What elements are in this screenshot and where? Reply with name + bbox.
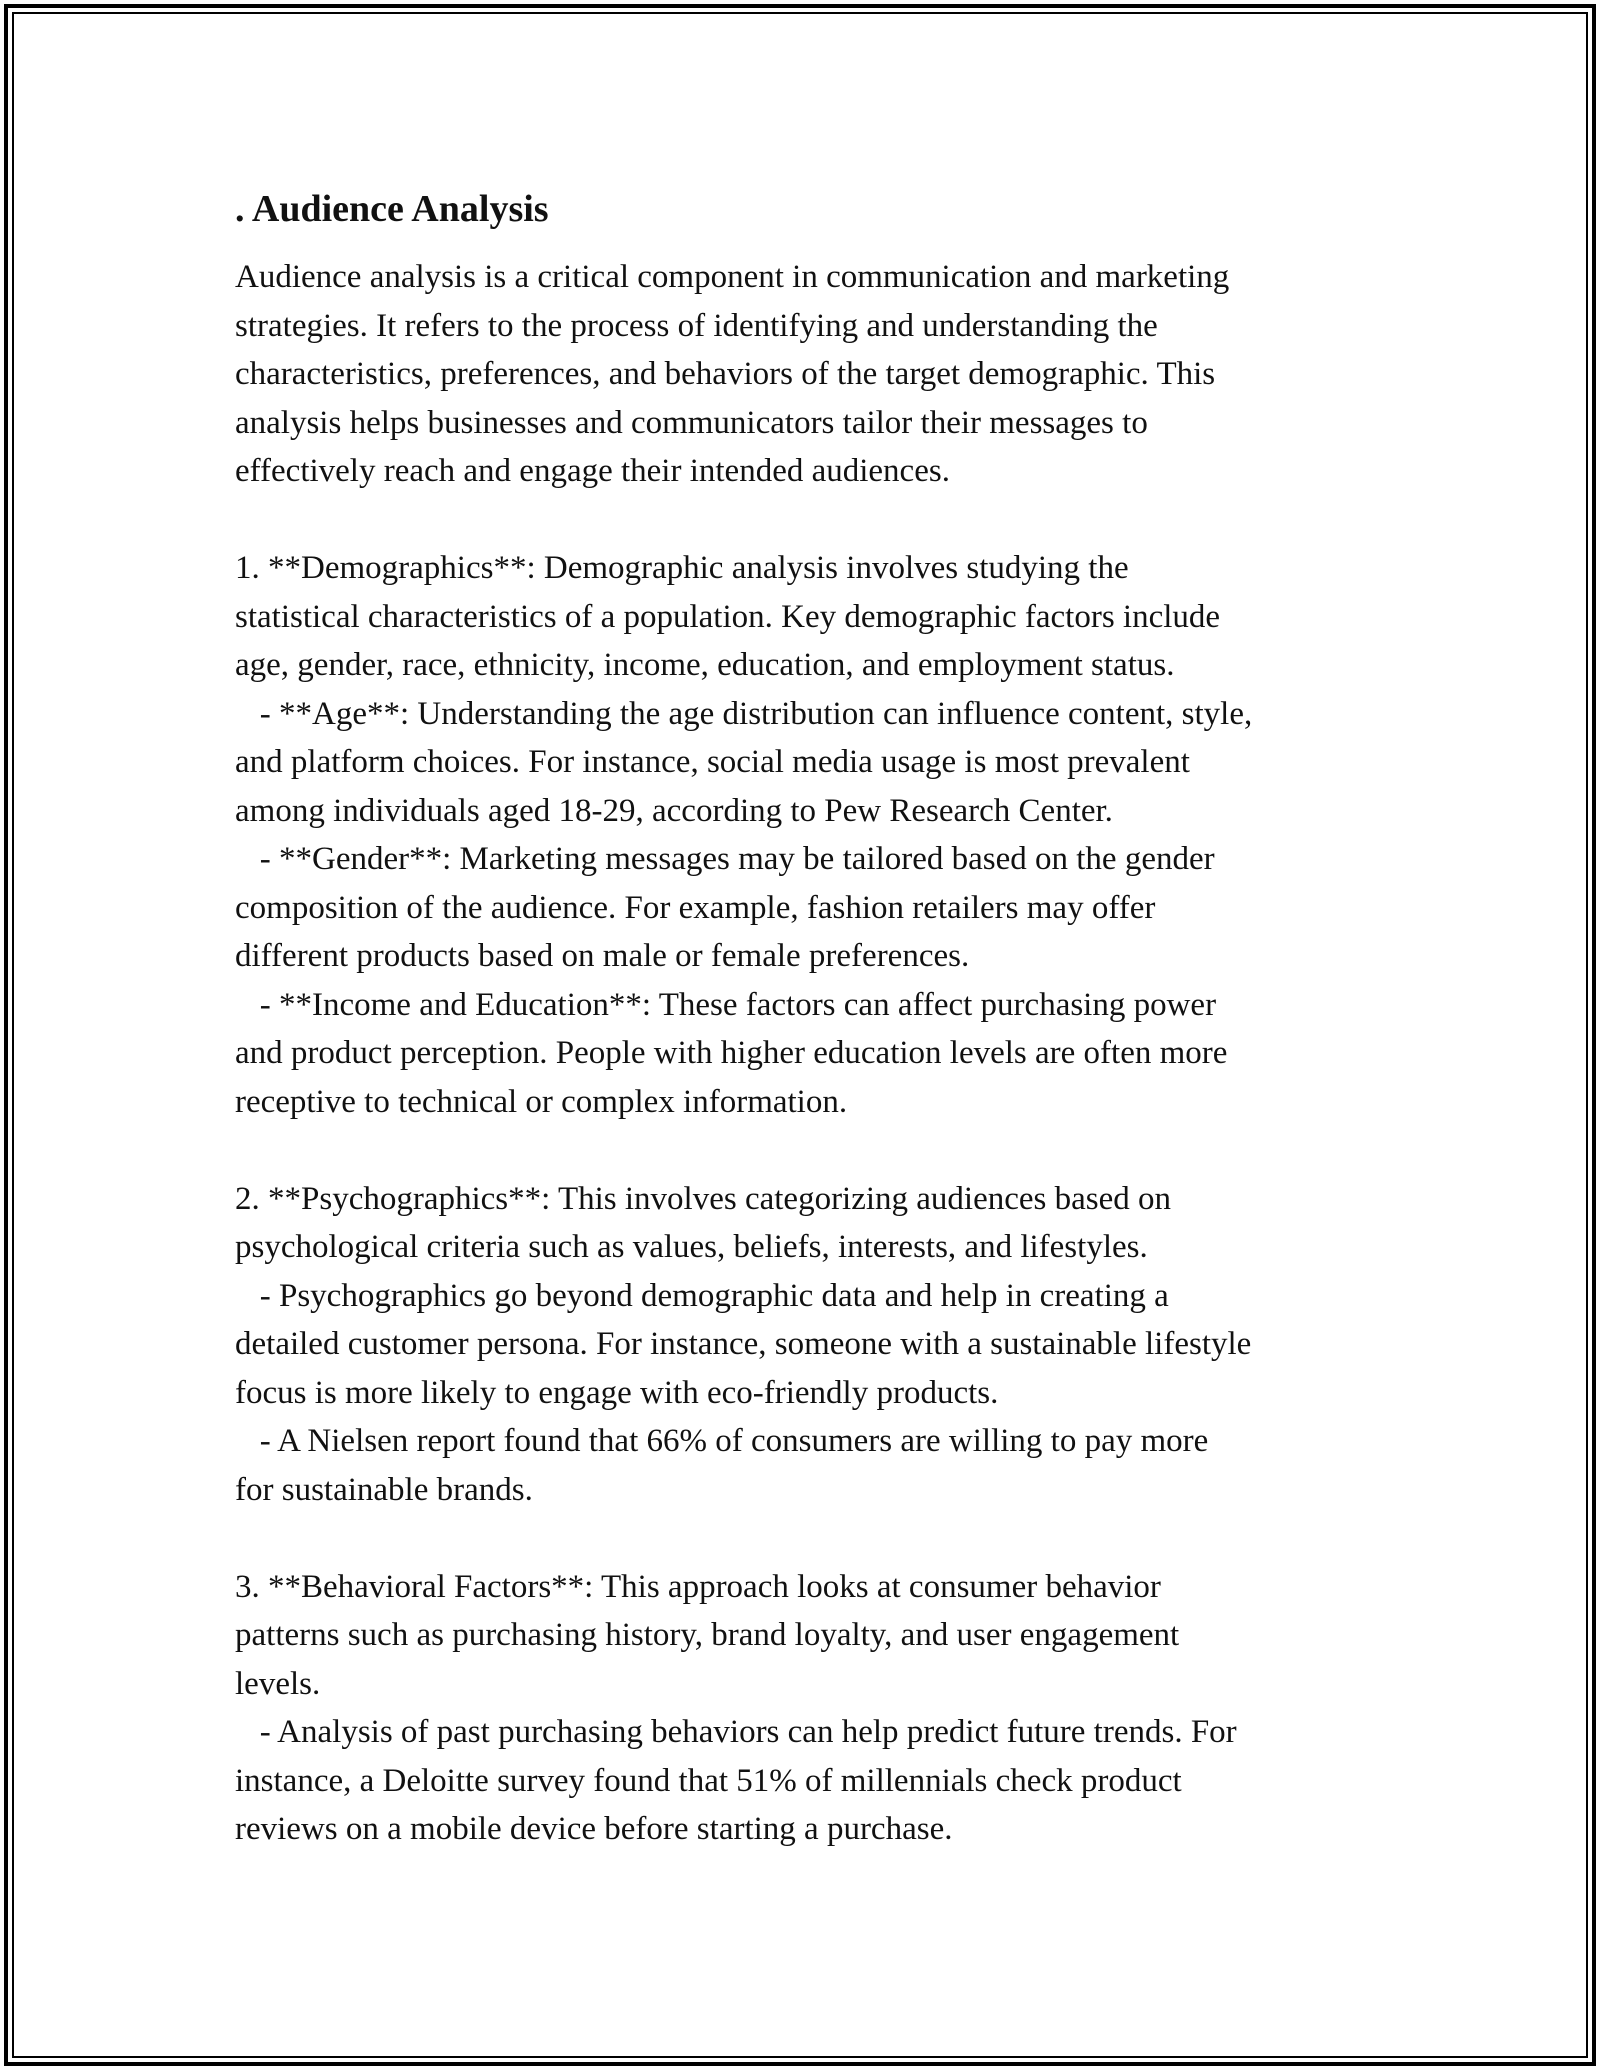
text-line: characteristics, preferences, and behaviors of the target demographic. This xyxy=(235,356,1216,392)
text-line: receptive to technical or complex information. xyxy=(235,1083,848,1120)
text-line: strategies. It refers to the process of identifying and understanding the xyxy=(235,307,1158,344)
text-line: detailed customer persona. For instance, someone with a sustainable lifestyle xyxy=(235,1326,1252,1362)
paragraph-spacer xyxy=(235,1126,1380,1175)
text-line: levels. xyxy=(235,1665,321,1702)
text-line: for sustainable brands. xyxy=(235,1471,533,1508)
text-line: composition of the audience. For example, fashion retailers may offer xyxy=(235,889,1156,926)
demographics-section xyxy=(235,544,1380,1126)
text-line: analysis helps businesses and communicators tailor their messages to xyxy=(235,404,1148,441)
text-line: - **Age**: Understanding the age distribution can influence content, style, xyxy=(235,695,1253,732)
paragraph-spacer xyxy=(235,496,1380,545)
text-line: 2. **Psychographics**: This involves categorizing audiences based on xyxy=(235,1180,1172,1217)
text-line: 1. **Demographics**: Demographic analysis involves studying the xyxy=(235,550,1129,586)
text-line: effectively reach and engage their intended audiences. xyxy=(235,453,950,489)
text-line: reviews on a mobile device before starting a purchase. xyxy=(235,1811,953,1847)
text-line: statistical characteristics of a population. Key demographic factors include xyxy=(235,598,1221,635)
text-line: - A Nielsen report found that 66% of consumers are willing to pay more xyxy=(235,1423,1209,1459)
text-line: - Psychographics go beyond demographic data and help in creating a xyxy=(235,1277,1169,1314)
text-line: 3. **Behavioral Factors**: This approach looks at consumer behavior xyxy=(235,1568,1161,1605)
text-line: different products based on male or female preferences. xyxy=(235,938,970,974)
text-line: among individuals aged 18-29, according to Pew Research Center. xyxy=(235,792,1113,829)
text-line: and platform choices. For instance, social media usage is most prevalent xyxy=(235,744,1190,780)
document-body xyxy=(235,185,1380,1854)
text-line: and product perception. People with higher education levels are often more xyxy=(235,1035,1228,1071)
psychographics-section xyxy=(235,1175,1380,1515)
text-line: - **Income and Education**: These factors can affect purchasing power xyxy=(235,986,1217,1023)
text-line: Audience analysis is a critical component in communication and marketing xyxy=(235,259,1230,295)
text-line: - Analysis of past purchasing behaviors can help predict future trends. For xyxy=(235,1714,1237,1750)
text-line: psychological criteria such as values, beliefs, interests, and lifestyles. xyxy=(235,1229,1148,1265)
paragraph-spacer xyxy=(235,1514,1380,1563)
text-line: patterns such as purchasing history, brand loyalty, and user engagement xyxy=(235,1617,1180,1653)
section-heading: . Audience Analysis xyxy=(235,188,549,230)
text-line: focus is more likely to engage with eco-friendly products. xyxy=(235,1374,999,1411)
behavioral-section xyxy=(235,1563,1380,1854)
text-line: - **Gender**: Marketing messages may be tailored based on the gender xyxy=(235,841,1215,877)
text-line: instance, a Deloitte survey found that 51% of millennials check product xyxy=(235,1762,1182,1799)
intro-paragraph xyxy=(235,253,1380,496)
text-line: age, gender, race, ethnicity, income, education, and employment status. xyxy=(235,647,1175,683)
